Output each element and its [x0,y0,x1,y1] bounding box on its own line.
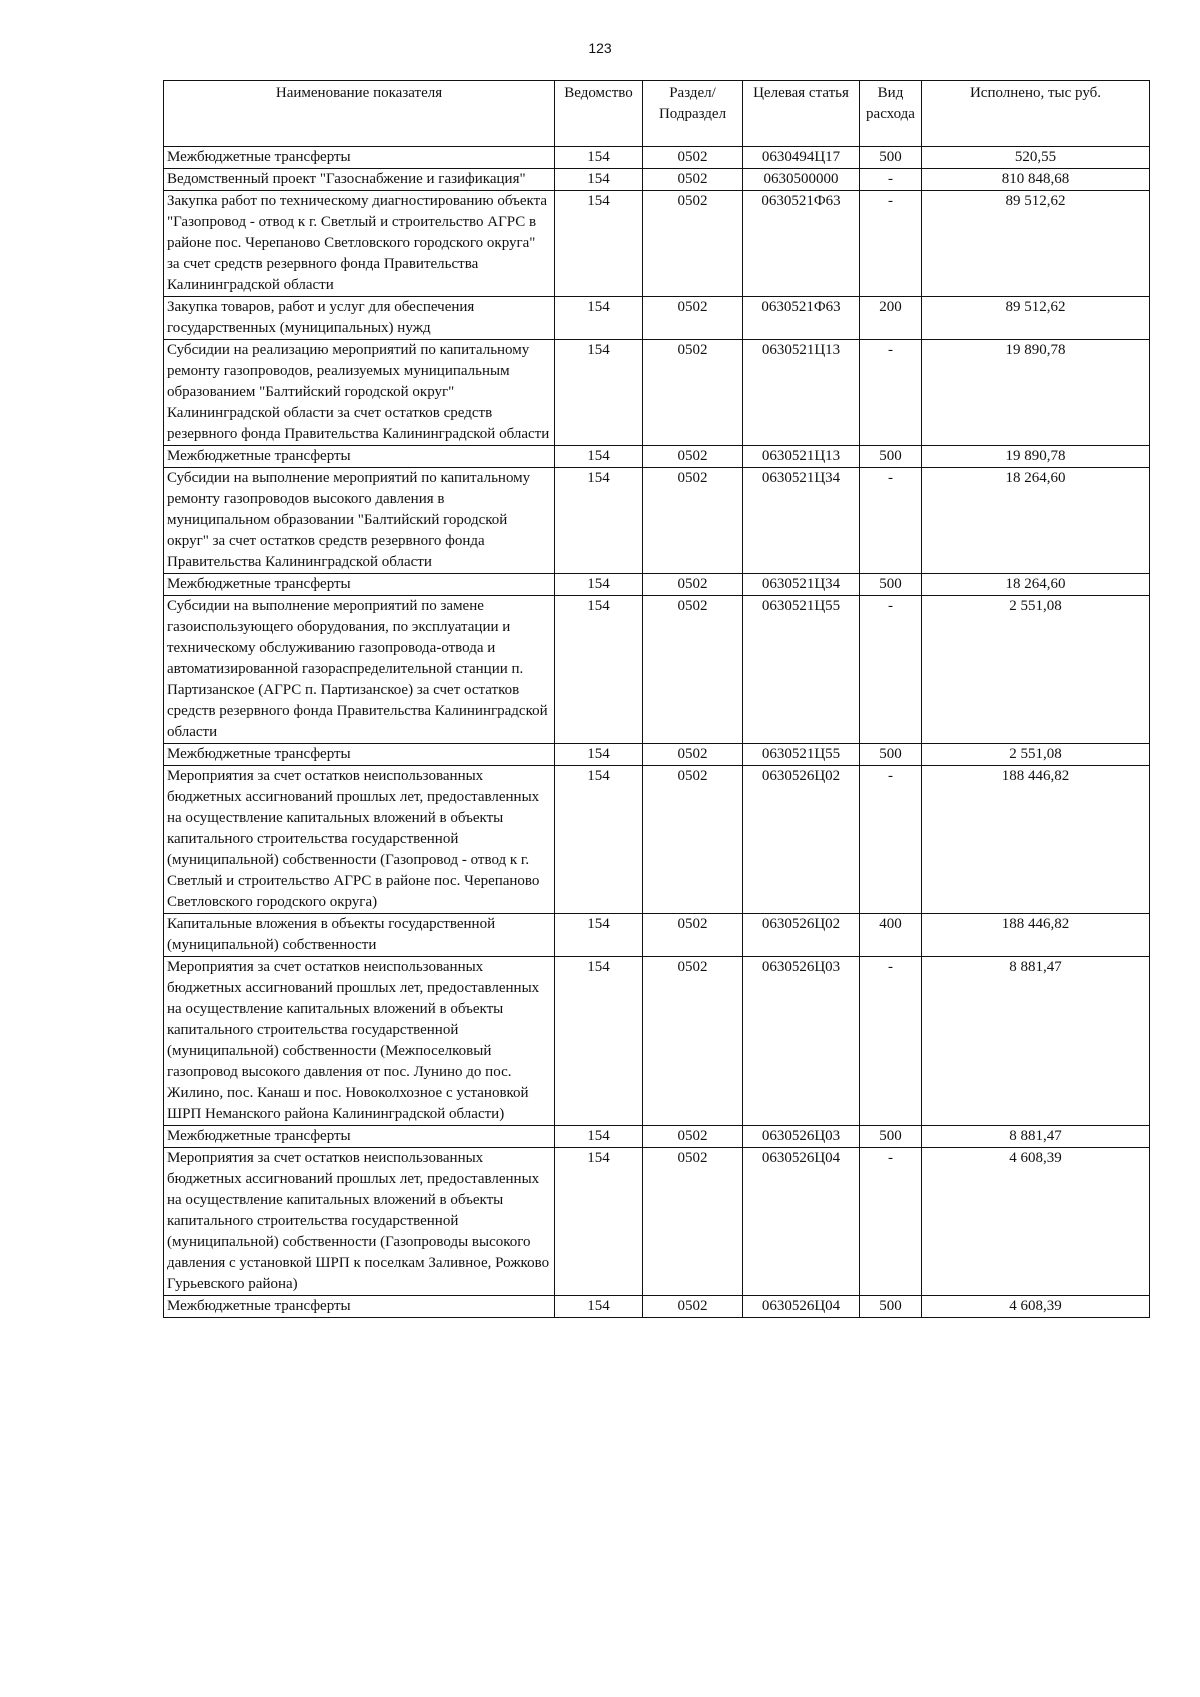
row-name: Закупка работ по техническому диагностированию объекта "Газопровод - отвод к г. Светлый и строительство АГРС в районе пос. Черепаново Светловского городского округа" за счет средств резервного фонда Правительства Калининградской области [164,191,555,297]
table-row [164,1148,1150,1296]
row-name: Капитальные вложения в объекты государственной (муниципальной) собственности [164,914,555,957]
row-target-item: 0630521Ц13 [743,340,860,446]
row-amount: 188 446,82 [922,766,1150,914]
row-amount: 18 264,60 [922,574,1150,596]
row-department: 154 [555,147,643,169]
row-name: Закупка товаров, работ и услуг для обеспечения государственных (муниципальных) нужд [164,297,555,340]
row-name: Межбюджетные трансферты [164,574,555,596]
row-expense-type: - [860,191,922,297]
row-name: Субсидии на выполнение мероприятий по капитальному ремонту газопроводов высокого давления в муниципальном образовании "Балтийский городской округ" за счет остатков средств резервного фонда Правительства Калининградской области [164,468,555,574]
row-section: 0502 [643,169,743,191]
row-section: 0502 [643,446,743,468]
row-section: 0502 [643,1148,743,1296]
table-row [164,914,1150,957]
row-department: 154 [555,744,643,766]
header-name: Наименование показателя [164,81,555,147]
row-target-item: 0630526Ц02 [743,914,860,957]
row-section: 0502 [643,1126,743,1148]
row-expense-type: 200 [860,297,922,340]
row-name: Межбюджетные трансферты [164,744,555,766]
row-expense-type: - [860,340,922,446]
table-row [164,340,1150,446]
row-name: Межбюджетные трансферты [164,1126,555,1148]
row-section: 0502 [643,957,743,1126]
row-target-item: 0630521Ф63 [743,297,860,340]
row-expense-type: 500 [860,446,922,468]
header-amount: Исполнено, тыс руб. [922,81,1150,147]
budget-table [163,80,1150,1318]
row-target-item: 0630521Ц55 [743,744,860,766]
row-department: 154 [555,297,643,340]
row-section: 0502 [643,147,743,169]
row-target-item: 0630500000 [743,169,860,191]
row-amount: 810 848,68 [922,169,1150,191]
table-row [164,744,1150,766]
row-expense-type: 500 [860,1126,922,1148]
table-row [164,169,1150,191]
row-department: 154 [555,1126,643,1148]
row-amount: 4 608,39 [922,1296,1150,1318]
row-target-item: 0630521Ц34 [743,574,860,596]
table-row [164,191,1150,297]
row-section: 0502 [643,914,743,957]
row-amount: 8 881,47 [922,957,1150,1126]
row-amount: 19 890,78 [922,446,1150,468]
row-expense-type: 500 [860,744,922,766]
table-row [164,1296,1150,1318]
row-expense-type: 500 [860,574,922,596]
row-section: 0502 [643,1296,743,1318]
row-target-item: 0630526Ц04 [743,1148,860,1296]
row-section: 0502 [643,766,743,914]
row-name: Межбюджетные трансферты [164,446,555,468]
row-name: Мероприятия за счет остатков неиспользованных бюджетных ассигнований прошлых лет, предоставленных на осуществление капитальных вложений в объекты капитального строительства государственной (муниципальной) собственности (Межпоселковый газопровод высокого давления от пос. Лунино до пос. Жилино, пос. Канаш и пос. Новоколхозное с установкой ШРП Неманского района Калининградской области) [164,957,555,1126]
row-target-item: 0630526Ц02 [743,766,860,914]
table-row [164,468,1150,574]
table-row [164,147,1150,169]
row-section: 0502 [643,744,743,766]
row-name: Межбюджетные трансферты [164,147,555,169]
row-target-item: 0630521Ф63 [743,191,860,297]
row-department: 154 [555,957,643,1126]
table-row [164,957,1150,1126]
row-target-item: 0630521Ц13 [743,446,860,468]
row-target-item: 0630526Ц03 [743,957,860,1126]
row-section: 0502 [643,596,743,744]
row-section: 0502 [643,340,743,446]
row-target-item: 0630521Ц55 [743,596,860,744]
row-department: 154 [555,446,643,468]
row-expense-type: - [860,766,922,914]
row-amount: 4 608,39 [922,1148,1150,1296]
row-amount: 188 446,82 [922,914,1150,957]
row-expense-type: - [860,169,922,191]
table-row [164,446,1150,468]
table-row [164,766,1150,914]
row-name: Межбюджетные трансферты [164,1296,555,1318]
table-header-row [164,81,1150,147]
table-row [164,297,1150,340]
page-number: 123 [588,40,612,56]
row-amount: 89 512,62 [922,297,1150,340]
row-name: Мероприятия за счет остатков неиспользованных бюджетных ассигнований прошлых лет, предоставленных на осуществление капитальных вложений в объекты капитального строительства государственной (муниципальной) собственности (Газопроводы высокого давления с установкой ШРП к поселкам Заливное, Рожково Гурьевского района) [164,1148,555,1296]
row-department: 154 [555,468,643,574]
row-expense-type: 400 [860,914,922,957]
row-section: 0502 [643,468,743,574]
header-section: Раздел/ Подраздел [643,81,743,147]
row-amount: 2 551,08 [922,596,1150,744]
table-row [164,1126,1150,1148]
row-department: 154 [555,169,643,191]
row-amount: 8 881,47 [922,1126,1150,1148]
row-amount: 89 512,62 [922,191,1150,297]
row-department: 154 [555,340,643,446]
row-department: 154 [555,596,643,744]
row-target-item: 0630526Ц03 [743,1126,860,1148]
header-target-item: Целевая статья [743,81,860,147]
row-name: Мероприятия за счет остатков неиспользованных бюджетных ассигнований прошлых лет, предоставленных на осуществление капитальных вложений в объекты капитального строительства государственной (муниципальной) собственности (Газопровод - отвод к г. Светлый и строительство АГРС в районе пос. Черепаново Светловского городского округа) [164,766,555,914]
row-department: 154 [555,191,643,297]
row-amount: 2 551,08 [922,744,1150,766]
row-name: Субсидии на реализацию мероприятий по капитальному ремонту газопроводов, реализуемых муниципальным образованием "Балтийский городской округ" Калининградской области за счет остатков средств резервного фонда Правительства Калининградской области [164,340,555,446]
header-department: Ведомство [555,81,643,147]
row-expense-type: - [860,468,922,574]
row-expense-type: 500 [860,147,922,169]
row-target-item: 0630521Ц34 [743,468,860,574]
row-department: 154 [555,766,643,914]
table-row [164,574,1150,596]
row-name: Ведомственный проект "Газоснабжение и газификация" [164,169,555,191]
row-department: 154 [555,574,643,596]
header-expense-type: Вид расхода [860,81,922,147]
row-section: 0502 [643,574,743,596]
row-amount: 18 264,60 [922,468,1150,574]
row-department: 154 [555,914,643,957]
row-target-item: 0630494Ц17 [743,147,860,169]
row-expense-type: - [860,1148,922,1296]
row-section: 0502 [643,297,743,340]
row-section: 0502 [643,191,743,297]
row-name: Субсидии на выполнение мероприятий по замене газоиспользующего оборудования, по эксплуатации и техническому обслуживанию газопровода-отвода и автоматизированной газораспределительной станции п. Партизанское (АГРС п. Партизанское) за счет остатков средств резервного фонда Правительства Калининградской области [164,596,555,744]
row-expense-type: - [860,957,922,1126]
row-amount: 19 890,78 [922,340,1150,446]
table-row [164,596,1150,744]
row-department: 154 [555,1296,643,1318]
row-expense-type: 500 [860,1296,922,1318]
row-department: 154 [555,1148,643,1296]
row-expense-type: - [860,596,922,744]
row-amount: 520,55 [922,147,1150,169]
row-target-item: 0630526Ц04 [743,1296,860,1318]
